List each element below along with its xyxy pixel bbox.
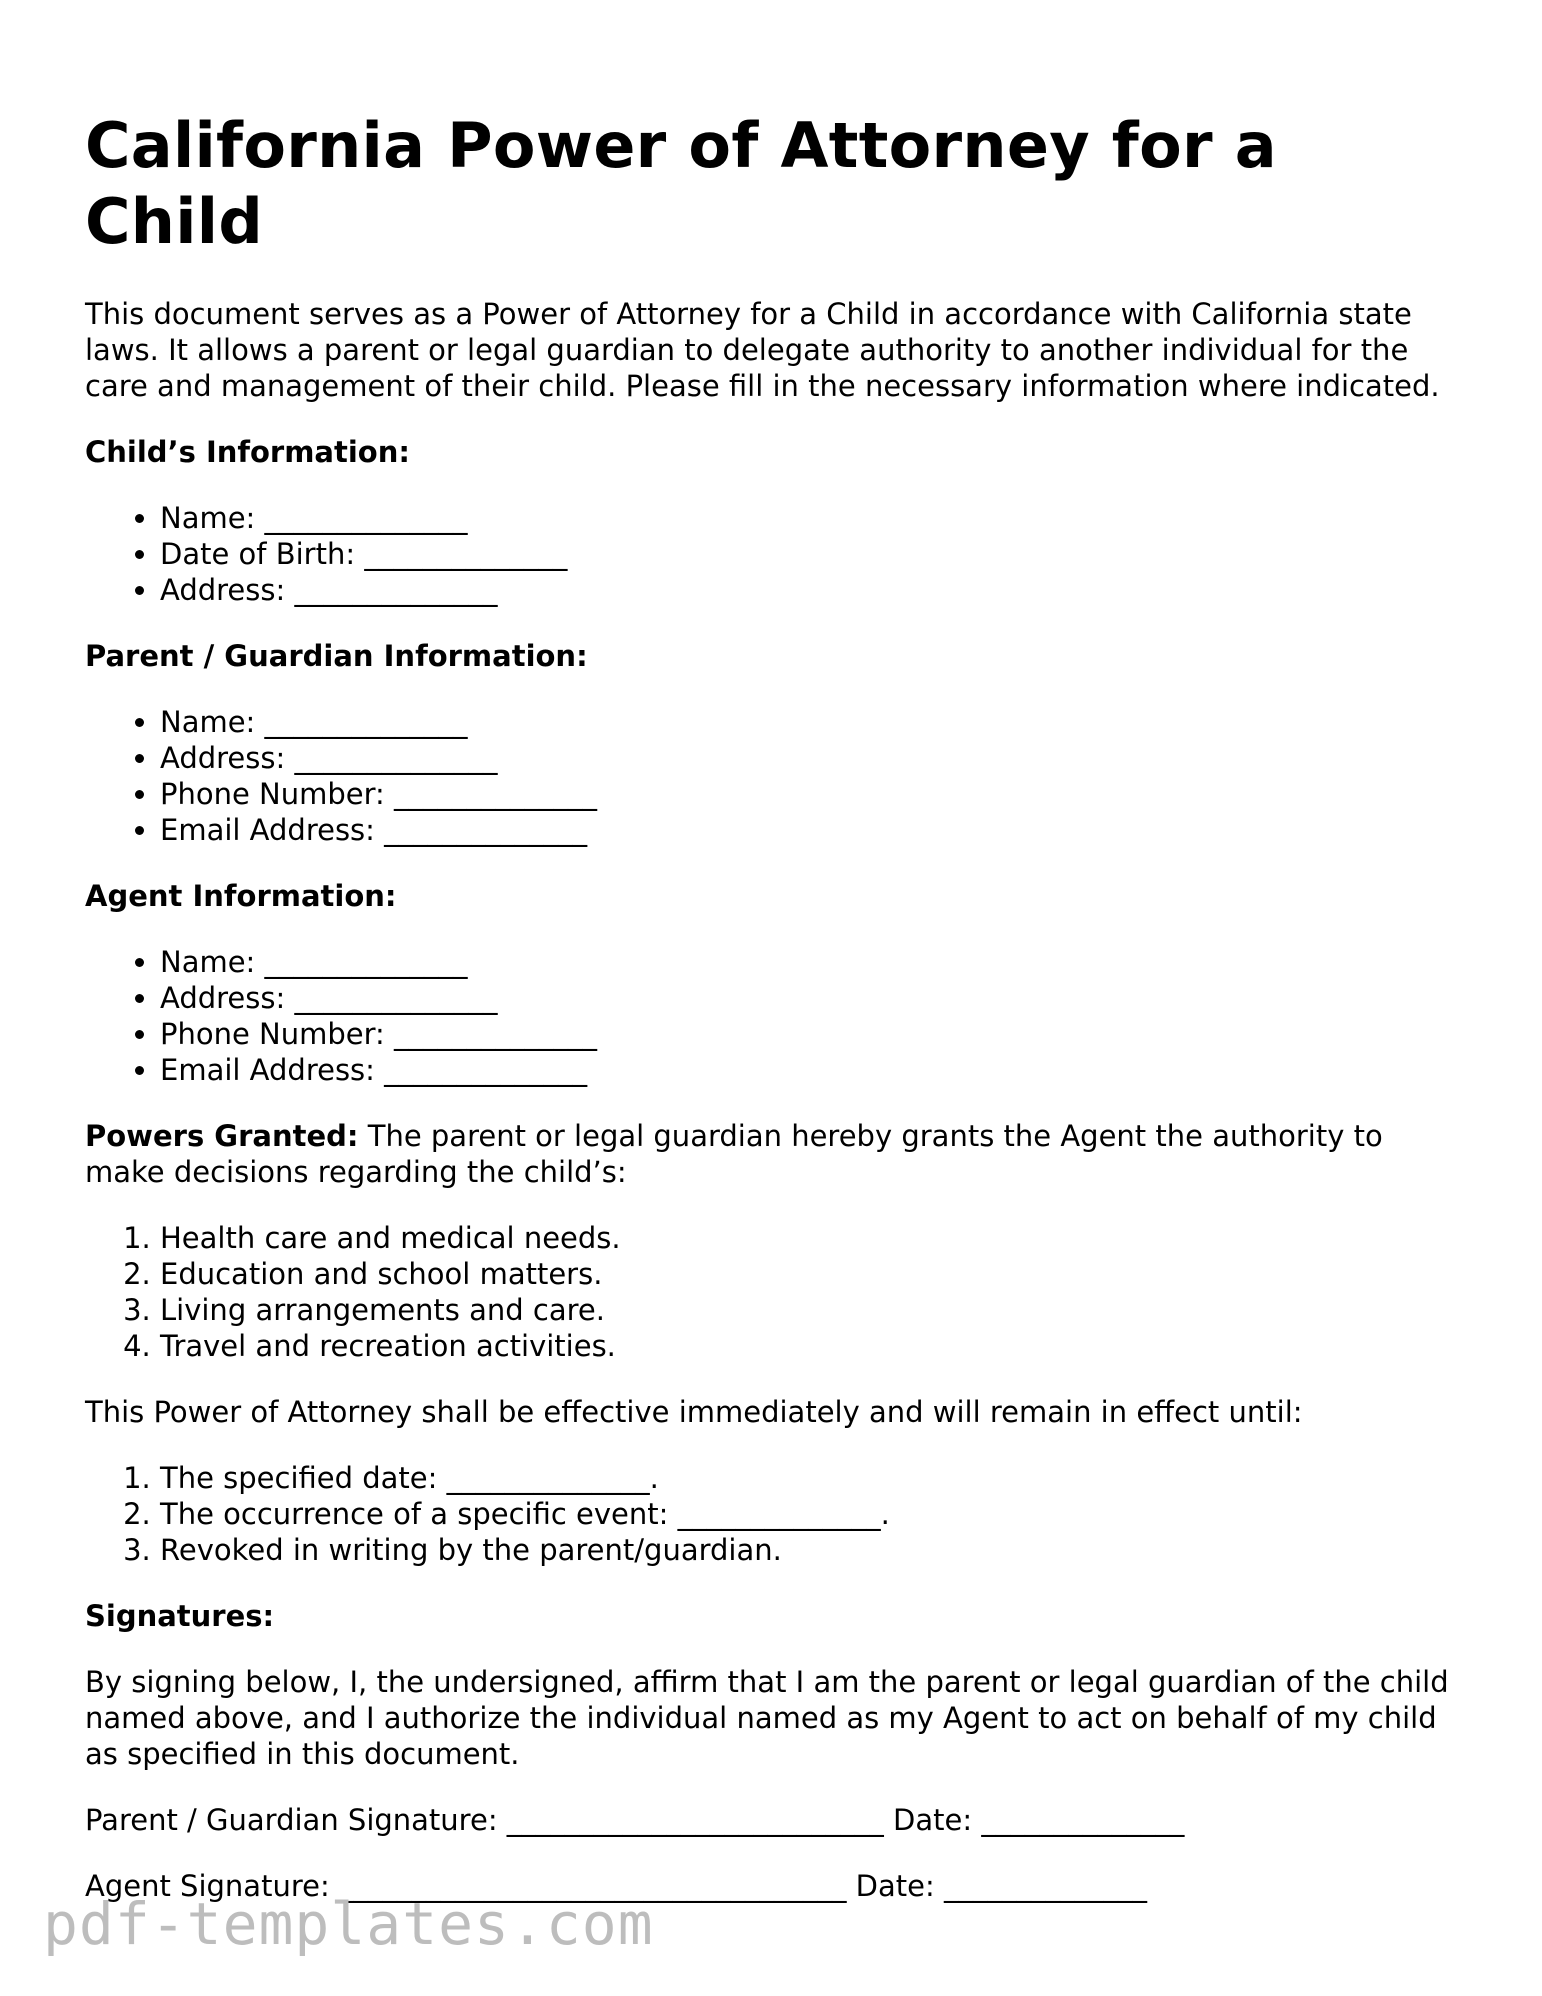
parent-signature-line[interactable]: Parent / Guardian Signature: __________________________ Date: ______________ — [85, 1803, 1185, 1837]
child-info-list — [85, 500, 1465, 608]
child-info-heading: Child’s Information: — [85, 435, 410, 469]
document-page — [85, 108, 1465, 1904]
effective-paragraph: This Power of Attorney shall be effective immediately and will remain in effect until: — [85, 1395, 1303, 1429]
power-item: 4. Travel and recreation activities. — [160, 1328, 1465, 1364]
child-name-field[interactable]: • Name: ______________ — [160, 500, 1465, 536]
parent-phone-field[interactable]: • Phone Number: ______________ — [160, 776, 1465, 812]
agent-phone-field[interactable]: • Phone Number: ______________ — [160, 1016, 1465, 1052]
agent-info-list — [85, 944, 1465, 1088]
power-item: 3. Living arrangements and care. — [160, 1292, 1465, 1328]
parent-info-heading: Parent / Guardian Information: — [85, 639, 588, 673]
watermark: pdf-templates.com — [43, 1890, 654, 1958]
agent-name-field[interactable]: • Name: ______________ — [160, 944, 1465, 980]
agent-signature-line[interactable]: Agent Signature: ___________________________________ Date: ______________ — [85, 1869, 1147, 1903]
powers-list — [85, 1220, 1465, 1364]
child-address-field[interactable]: • Address: ______________ — [160, 572, 1465, 608]
parent-info-list — [85, 704, 1465, 848]
child-dob-field[interactable]: • Date of Birth: ______________ — [160, 536, 1465, 572]
agent-email-field[interactable]: • Email Address: ______________ — [160, 1052, 1465, 1088]
power-item: 2. Education and school matters. — [160, 1256, 1465, 1292]
document-title: California Power of Attorney for a Child — [85, 109, 1277, 258]
power-item: 1. Health care and medical needs. — [160, 1220, 1465, 1256]
effective-list — [85, 1460, 1465, 1568]
parent-address-field[interactable]: • Address: ______________ — [160, 740, 1465, 776]
powers-paragraph — [85, 1118, 1465, 1190]
powers-label: Powers Granted: — [85, 1119, 359, 1153]
effective-event-field[interactable]: 2. The occurrence of a specific event: ______________. — [160, 1496, 1465, 1532]
effective-revoked-item: 3. Revoked in writing by the parent/guardian. — [160, 1532, 1465, 1568]
powers-text: The parent or legal guardian hereby grants the Agent the authority to make decisions regarding the child’s: — [85, 1119, 1383, 1189]
signatures-heading: Signatures: — [85, 1599, 275, 1633]
signatures-paragraph: By signing below, I, the undersigned, affirm that I am the parent or legal guardian of the child named above, and I authorize the individual named as my Agent to act on behalf of my child as specified in this document. — [85, 1665, 1449, 1771]
agent-address-field[interactable]: • Address: ______________ — [160, 980, 1465, 1016]
parent-name-field[interactable]: • Name: ______________ — [160, 704, 1465, 740]
effective-date-field[interactable]: 1. The specified date: ______________. — [160, 1460, 1465, 1496]
parent-email-field[interactable]: • Email Address: ______________ — [160, 812, 1465, 848]
agent-info-heading: Agent Information: — [85, 879, 397, 913]
intro-paragraph: This document serves as a Power of Attorney for a Child in accordance with California state laws. It allows a parent or legal guardian to delegate authority to another individual for the care and management of their child. Please fill in the necessary information where indicated. — [85, 297, 1440, 403]
